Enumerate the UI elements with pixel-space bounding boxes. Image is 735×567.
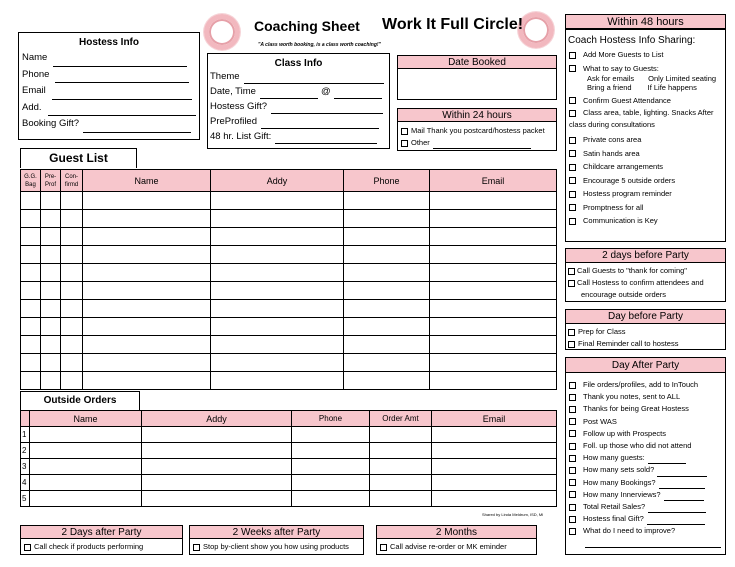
oo-col-phone: Phone	[292, 411, 370, 427]
checkbox[interactable]	[569, 110, 576, 117]
checkbox[interactable]	[569, 430, 576, 437]
at-sign: @	[320, 86, 331, 97]
w48-item-class-area[interactable]: Class area, table, lighting. Snacks After	[569, 107, 725, 119]
tdb-item-cont: encourage outside orders	[581, 290, 667, 299]
checkbox[interactable]	[568, 341, 575, 348]
two-months-header: 2 Months	[376, 525, 537, 539]
class-theme-field[interactable]: Theme	[210, 69, 389, 84]
day-after-item[interactable]: How many guests:	[569, 452, 725, 464]
outside-order-cell[interactable]	[292, 475, 370, 491]
col-pre-prof: Pre- Prof	[41, 170, 61, 192]
within-24-item-other[interactable]: Other	[401, 137, 556, 149]
guest-cell[interactable]	[211, 300, 344, 318]
col-gg-bag: G.G. Bag	[21, 170, 41, 192]
w48-item-satin-hands[interactable]: Satin hands area	[569, 147, 725, 161]
guest-cell[interactable]	[83, 246, 211, 264]
guest-cell[interactable]	[430, 192, 557, 210]
guest-cell[interactable]	[83, 282, 211, 300]
outside-order-cell[interactable]	[30, 459, 142, 475]
col-addy: Addy	[211, 170, 344, 192]
outside-order-cell[interactable]	[432, 443, 557, 459]
guest-cell[interactable]	[21, 246, 41, 264]
checkbox[interactable]	[193, 544, 200, 551]
day-after-item[interactable]: Post WAS	[569, 416, 725, 428]
checkbox[interactable]	[24, 544, 31, 551]
db-item-reminder[interactable]: Final Reminder call to hostess	[568, 338, 725, 350]
guest-list-table	[20, 169, 557, 390]
day-after-item[interactable]: Thank you notes, sent to ALL	[569, 391, 725, 403]
guest-cell[interactable]	[430, 264, 557, 282]
guest-cell[interactable]	[83, 372, 211, 390]
guest-cell[interactable]	[211, 246, 344, 264]
guest-cell[interactable]	[430, 228, 557, 246]
checkbox[interactable]	[569, 418, 576, 425]
w48-item-hostess-program[interactable]: Hostess program reminder	[569, 187, 725, 201]
guest-row[interactable]	[21, 246, 557, 264]
guest-cell[interactable]	[41, 264, 61, 282]
within-24-item-mail[interactable]: Mail Thank you postcard/hostess packet	[401, 125, 556, 137]
within-48-subtitle: Coach Hostess Info Sharing:	[568, 35, 696, 46]
day-after-item[interactable]: How many Innerviews?	[569, 489, 725, 501]
guest-cell[interactable]	[344, 192, 430, 210]
guest-cell[interactable]	[344, 246, 430, 264]
guest-cell[interactable]	[211, 228, 344, 246]
page-tagline: "A class worth booking, is a class worth coaching!"	[258, 42, 381, 48]
guest-row[interactable]	[21, 336, 557, 354]
guest-cell[interactable]	[83, 210, 211, 228]
checkbox[interactable]	[568, 329, 575, 336]
outside-order-cell[interactable]	[292, 459, 370, 475]
checkbox[interactable]	[569, 528, 576, 535]
guest-cell[interactable]	[61, 192, 83, 210]
outside-order-row[interactable]	[21, 459, 557, 475]
outside-order-cell[interactable]	[432, 475, 557, 491]
day-after-item[interactable]: Total Retail Sales?	[569, 501, 725, 513]
within-48-box	[565, 29, 726, 242]
guest-cell[interactable]	[21, 210, 41, 228]
guest-cell[interactable]	[211, 264, 344, 282]
answer-line[interactable]	[648, 456, 686, 464]
guest-cell[interactable]	[61, 264, 83, 282]
guest-cell[interactable]	[41, 210, 61, 228]
outside-order-cell[interactable]	[30, 443, 142, 459]
outside-orders-title-box	[20, 391, 140, 410]
outside-order-row[interactable]	[21, 427, 557, 443]
guest-cell[interactable]	[344, 336, 430, 354]
checkbox[interactable]	[569, 443, 576, 450]
guest-cell[interactable]	[430, 372, 557, 390]
outside-order-row[interactable]	[21, 491, 557, 507]
checkbox[interactable]	[569, 52, 576, 59]
hostess-info-title: Hostess Info	[78, 37, 139, 48]
two-days-after-item[interactable]: Call check if products performing	[24, 541, 182, 553]
checkbox[interactable]	[569, 467, 576, 474]
checkbox[interactable]	[401, 140, 408, 147]
guest-cell[interactable]	[83, 318, 211, 336]
guest-cell[interactable]	[344, 372, 430, 390]
class-info-title: Class Info	[274, 58, 323, 69]
day-after-item[interactable]: How many Bookings?	[569, 477, 725, 489]
guest-cell[interactable]	[211, 354, 344, 372]
guest-cell[interactable]	[61, 246, 83, 264]
guest-cell[interactable]	[21, 228, 41, 246]
guest-cell[interactable]	[41, 354, 61, 372]
guest-row[interactable]	[21, 318, 557, 336]
guest-cell[interactable]	[344, 318, 430, 336]
two-days-after-box	[20, 538, 183, 555]
checkbox[interactable]	[569, 394, 576, 401]
oo-col-name: Name	[30, 411, 142, 427]
hostess-name-field[interactable]: Name	[22, 50, 199, 67]
guest-row[interactable]	[21, 192, 557, 210]
checkbox[interactable]	[569, 504, 576, 511]
guest-cell[interactable]	[21, 354, 41, 372]
hostess-address-field[interactable]: Add.	[22, 100, 199, 117]
w48-class-area-cont: class during consultations	[569, 120, 655, 129]
checkbox[interactable]	[569, 516, 576, 523]
day-after-item[interactable]: Hostess final Gift?	[569, 513, 725, 525]
guest-cell[interactable]	[61, 372, 83, 390]
col-name: Name	[83, 170, 211, 192]
guest-cell[interactable]	[344, 264, 430, 282]
checkbox[interactable]	[568, 280, 575, 287]
guest-cell[interactable]	[211, 210, 344, 228]
outside-order-cell[interactable]	[142, 443, 292, 459]
guest-cell[interactable]	[344, 282, 430, 300]
outside-order-cell[interactable]	[370, 491, 432, 507]
outside-order-cell[interactable]	[432, 491, 557, 507]
checkbox[interactable]	[380, 544, 387, 551]
checkbox[interactable]	[568, 268, 575, 275]
hostess-booking-gift-field[interactable]: Booking Gift?	[22, 116, 199, 133]
class-hostess-gift-field[interactable]: Hostess Gift?	[210, 99, 389, 114]
checkbox[interactable]	[569, 177, 576, 184]
checkbox[interactable]	[569, 455, 576, 462]
page-title-left: Coaching Sheet	[254, 18, 360, 34]
page-title-right: Work It Full Circle!	[382, 16, 524, 33]
w48-item-childcare[interactable]: Childcare arrangements	[569, 160, 725, 174]
guest-cell[interactable]	[61, 336, 83, 354]
guest-cell[interactable]	[430, 246, 557, 264]
w48-say-row-1: Ask for emails Only Limited seating	[587, 73, 717, 83]
outside-order-cell[interactable]	[292, 443, 370, 459]
guest-cell[interactable]	[211, 336, 344, 354]
guest-cell[interactable]	[430, 210, 557, 228]
day-after-item[interactable]: Foll. up those who did not attend	[569, 440, 725, 452]
tdb-item-call-hostess[interactable]: Call Hostess to confirm attendees and	[568, 277, 725, 289]
tdb-item-call-guests[interactable]: Call Guests to "thank for coming"	[568, 265, 725, 277]
oo-col-order-amt: Order Amt	[370, 411, 432, 427]
guest-cell[interactable]	[83, 336, 211, 354]
two-months-box	[376, 538, 537, 555]
outside-order-cell[interactable]	[142, 427, 292, 443]
outside-order-cell[interactable]	[142, 475, 292, 491]
checkbox[interactable]	[569, 137, 576, 144]
guest-cell[interactable]	[211, 372, 344, 390]
guest-row[interactable]	[21, 300, 557, 318]
class-date-time-field[interactable]: Date, Time @	[210, 84, 389, 99]
two-days-before-box	[565, 262, 726, 302]
guest-cell[interactable]	[430, 282, 557, 300]
guest-cell[interactable]	[41, 318, 61, 336]
guest-row[interactable]	[21, 282, 557, 300]
guest-cell[interactable]	[344, 210, 430, 228]
outside-order-cell[interactable]	[142, 491, 292, 507]
w48-item-outside-orders[interactable]: Encourage 5 outside orders	[569, 174, 725, 188]
two-weeks-after-item[interactable]: Stop by-client show you how using products	[193, 541, 363, 553]
outside-order-row[interactable]	[21, 443, 557, 459]
row-number: 3	[21, 459, 30, 475]
guest-cell[interactable]	[430, 354, 557, 372]
day-after-item[interactable]: Follow up with Prospects	[569, 428, 725, 440]
within-24-box	[397, 121, 557, 151]
outside-order-cell[interactable]	[370, 459, 432, 475]
hostess-email-field[interactable]: Email	[22, 83, 199, 100]
day-after-item[interactable]: Thanks for being Great Hostess	[569, 403, 725, 415]
guest-cell[interactable]	[21, 336, 41, 354]
guest-cell[interactable]	[21, 192, 41, 210]
col-phone: Phone	[344, 170, 430, 192]
two-days-after-header: 2 Days after Party	[20, 525, 183, 539]
guest-row[interactable]	[21, 228, 557, 246]
guest-cell[interactable]	[61, 300, 83, 318]
answer-line[interactable]	[657, 469, 707, 477]
guest-cell[interactable]	[61, 318, 83, 336]
guest-cell[interactable]	[61, 282, 83, 300]
w48-item-communication[interactable]: Communication is Key	[569, 214, 725, 228]
outside-order-cell[interactable]	[292, 427, 370, 443]
class-48hr-gift-field[interactable]: 48 hr. List Gift:	[210, 129, 389, 144]
day-after-item[interactable]: File orders/profiles, add to InTouch	[569, 379, 725, 391]
oo-col-addy: Addy	[142, 411, 292, 427]
guest-cell[interactable]	[61, 210, 83, 228]
date-booked-header: Date Booked	[397, 55, 557, 69]
guest-cell[interactable]	[21, 372, 41, 390]
checkbox[interactable]	[569, 164, 576, 171]
hostess-phone-field[interactable]: Phone	[22, 67, 199, 84]
checkbox[interactable]	[569, 218, 576, 225]
within-24-header: Within 24 hours	[397, 108, 557, 122]
checkbox[interactable]	[569, 204, 576, 211]
checkbox[interactable]	[569, 150, 576, 157]
guest-cell[interactable]	[21, 318, 41, 336]
row-number: 5	[21, 491, 30, 507]
guest-cell[interactable]	[211, 192, 344, 210]
day-after-item[interactable]: What do I need to improve?	[569, 525, 725, 537]
footnote: Shared by Linda Meldrum, ISD, MI	[482, 512, 544, 517]
col-confirmed: Con- firmd	[61, 170, 83, 192]
checkbox[interactable]	[569, 406, 576, 413]
row-number: 1	[21, 427, 30, 443]
w48-item-what-to-say[interactable]: What to say to Guests:	[569, 64, 725, 74]
row-number: 4	[21, 475, 30, 491]
two-months-item[interactable]: Call advise re-order or MK eminder	[380, 541, 536, 553]
row-number: 2	[21, 443, 30, 459]
circle-logo-left	[204, 14, 240, 50]
checkbox[interactable]	[569, 65, 576, 72]
w48-item-private-cons[interactable]: Private cons area	[569, 133, 725, 147]
col-email: Email	[430, 170, 557, 192]
checkbox[interactable]	[569, 97, 576, 104]
guest-list-title: Guest List	[49, 151, 108, 165]
outside-order-row[interactable]	[21, 475, 557, 491]
two-weeks-after-header: 2 Weeks after Party	[189, 525, 364, 539]
guest-cell[interactable]	[83, 228, 211, 246]
outside-order-cell[interactable]	[292, 491, 370, 507]
guest-cell[interactable]	[41, 300, 61, 318]
two-days-before-header: 2 days before Party	[565, 248, 726, 263]
checkbox[interactable]	[569, 479, 576, 486]
guest-cell[interactable]	[83, 354, 211, 372]
outside-order-cell[interactable]	[370, 475, 432, 491]
guest-row[interactable]	[21, 372, 557, 390]
guest-cell[interactable]	[41, 336, 61, 354]
guest-cell[interactable]	[211, 318, 344, 336]
outside-order-cell[interactable]	[142, 459, 292, 475]
outside-order-cell[interactable]	[432, 427, 557, 443]
w48-say-row-2: Bring a friend If Life happens	[587, 82, 697, 92]
checkbox[interactable]	[569, 382, 576, 389]
guest-cell[interactable]	[61, 228, 83, 246]
answer-line[interactable]	[659, 481, 705, 489]
guest-cell[interactable]	[344, 300, 430, 318]
answer-line[interactable]	[585, 542, 721, 548]
guest-cell[interactable]	[83, 300, 211, 318]
guest-row[interactable]	[21, 210, 557, 228]
day-before-header: Day before Party	[565, 309, 726, 324]
w48-item-confirm[interactable]: Confirm Guest Attendance	[569, 94, 725, 108]
guest-cell[interactable]	[430, 318, 557, 336]
guest-cell[interactable]	[41, 192, 61, 210]
guest-row[interactable]	[21, 264, 557, 282]
guest-cell[interactable]	[83, 192, 211, 210]
guest-list-title-box	[20, 148, 137, 168]
w48-item-add-guests[interactable]: Add More Guests to List	[569, 48, 725, 62]
guest-cell[interactable]	[41, 246, 61, 264]
day-after-box	[565, 372, 726, 555]
oo-col-email: Email	[432, 411, 557, 427]
hostess-info-box	[18, 32, 200, 140]
circle-logo-right	[518, 12, 554, 48]
guest-cell[interactable]	[41, 282, 61, 300]
answer-line[interactable]	[648, 505, 706, 513]
guest-cell[interactable]	[21, 282, 41, 300]
checkbox[interactable]	[401, 128, 408, 135]
day-before-box	[565, 323, 726, 350]
date-booked-field[interactable]	[397, 68, 557, 100]
guest-cell[interactable]	[211, 282, 344, 300]
outside-orders-title: Outside Orders	[43, 395, 117, 406]
class-info-box	[207, 53, 390, 149]
outside-order-cell[interactable]	[432, 459, 557, 475]
checkbox[interactable]	[569, 191, 576, 198]
outside-order-cell[interactable]	[370, 427, 432, 443]
db-item-prep[interactable]: Prep for Class	[568, 326, 725, 338]
outside-orders-table	[20, 410, 557, 507]
guest-cell[interactable]	[430, 300, 557, 318]
answer-line[interactable]	[647, 517, 705, 525]
day-after-header: Day After Party	[565, 357, 726, 373]
within-48-header: Within 48 hours	[565, 14, 726, 29]
answer-line[interactable]	[664, 493, 704, 501]
outside-order-cell[interactable]	[30, 427, 142, 443]
guest-cell[interactable]	[430, 336, 557, 354]
w48-item-promptness[interactable]: Promptness for all	[569, 201, 725, 215]
class-preprofiled-field[interactable]: PreProfiled	[210, 114, 389, 129]
guest-cell[interactable]	[21, 264, 41, 282]
guest-row[interactable]	[21, 354, 557, 372]
two-weeks-after-box	[189, 538, 364, 555]
guest-cell[interactable]	[344, 228, 430, 246]
guest-cell[interactable]	[21, 300, 41, 318]
outside-order-cell[interactable]	[30, 475, 142, 491]
guest-cell[interactable]	[41, 372, 61, 390]
checkbox[interactable]	[569, 491, 576, 498]
day-after-item[interactable]: How many sets sold?	[569, 464, 725, 476]
guest-cell[interactable]	[344, 354, 430, 372]
guest-cell[interactable]	[41, 228, 61, 246]
outside-order-cell[interactable]	[370, 443, 432, 459]
guest-cell[interactable]	[61, 354, 83, 372]
guest-cell[interactable]	[83, 264, 211, 282]
outside-order-cell[interactable]	[30, 491, 142, 507]
